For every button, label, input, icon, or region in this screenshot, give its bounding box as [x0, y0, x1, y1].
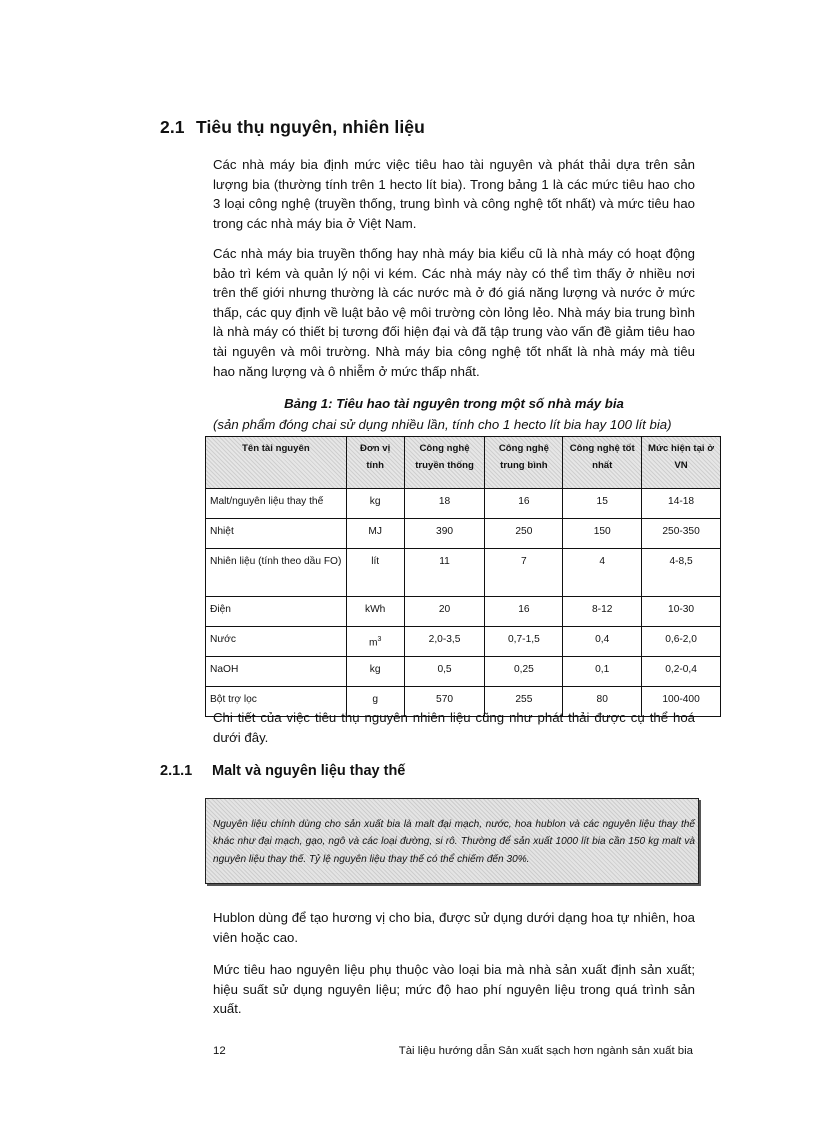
cell-best: 15: [563, 489, 642, 519]
cell-vietnam: 0,2-0,4: [642, 657, 721, 687]
table-caption: Bảng 1: Tiêu hao tài nguyên trong một số nhà máy bia: [284, 396, 624, 411]
subsection-title: Malt và nguyên liệu thay thế: [212, 763, 406, 779]
header-best-tech: Công nghệ tốt nhất: [563, 437, 642, 489]
table-row: [206, 549, 721, 597]
header-vietnam-level: Mức hiện tại ở VN: [642, 437, 721, 489]
cell-vietnam: 4-8,5: [642, 549, 721, 597]
subsection-number: 2.1.1: [160, 763, 193, 779]
hublon-paragraph: Hublon dùng để tạo hương vị cho bia, được sử dụng dưới dạng hoa tự nhiên, hoa viên hoặc cao.: [213, 910, 695, 945]
section-heading: [160, 117, 425, 138]
cell-best: 80: [563, 687, 642, 717]
footer-document-title: Tài liệu hướng dẫn Sản xuất sạch hơn ngành sản xuất bia: [398, 1045, 693, 1057]
highlight-box-text: Nguyên liệu chính dùng cho sản xuất bia là malt đại mạch, nước, hoa hublon và các nguyên liệu thay thế khác như đại mạch, gạo, ngô và các loại đường, si rô. Thường để sản xuất 1000 lít bia cần 150 kg malt và nguyên liệu thay thế. Tỷ lệ nguyên liệu thay thế có thể chiếm đến 30%.: [213, 819, 695, 865]
cell-resource: Nhiên liệu (tính theo dầu FO): [206, 549, 347, 597]
cell-average: 0,25: [485, 657, 563, 687]
cell-resource: Malt/nguyên liệu thay thế: [206, 489, 347, 519]
cell-unit: g: [346, 687, 404, 717]
cell-vietnam: 10-30: [642, 597, 721, 627]
cell-average: 255: [485, 687, 563, 717]
cell-average: 7: [485, 549, 563, 597]
table-row: [206, 627, 721, 657]
cell-resource: Nước: [206, 627, 347, 657]
cell-average: 16: [485, 597, 563, 627]
cell-traditional: 390: [404, 519, 485, 549]
cell-unit: kg: [346, 657, 404, 687]
cell-best: 0,1: [563, 657, 642, 687]
cell-best: 8-12: [563, 597, 642, 627]
intro-paragraph: Các nhà máy bia định mức việc tiêu hao tài nguyên và phát thải dựa trên sản lượng bia (thường tính trên 1 hecto lít bia). Trong bảng 1 là các mức tiêu hao cho 3 loại công nghệ (truyền thống, trung bình và công nghệ tốt nhất) và mức tiêu hao trong các nhà máy bia ở Việt Nam.: [213, 157, 695, 231]
cell-average: 250: [485, 519, 563, 549]
cell-vietnam: 100-400: [642, 687, 721, 717]
highlight-box: [205, 798, 699, 884]
cell-resource: NaOH: [206, 657, 347, 687]
section-number: 2.1: [160, 117, 185, 137]
unit-superscript: 3: [377, 636, 382, 643]
consumption-factors-paragraph: Mức tiêu hao nguyên liệu phụ thuộc vào loại bia mà nhà sản xuất định sản xuất; hiệu suất sử dụng nguyên liệu; mức độ hao phí nguyên liệu trong quá trình sản xuất.: [213, 962, 695, 1017]
brewery-types-paragraph: Các nhà máy bia truyền thống hay nhà máy bia kiểu cũ là nhà máy có hoạt động bảo trì kém và quản lý nội vi kém. Các nhà máy này có thể tìm thấy ở nhiều nơi trên thế giới nhưng thường là các nước mà ở đó giá năng lượng và nước ở mức thấp, các quy định về luật bảo vệ môi trường còn lỏng lẻo. Nhà máy bia trung bình là nhà máy có thiết bị tương đối hiện đại và đã tập trung vào vấn đề giảm tiêu hao tài nguyên và môi trường. Nhà máy bia công nghệ tốt nhất là nhà máy mà tiêu hao năng lượng và ô nhiễm ở mức thấp nhất.: [213, 246, 695, 379]
table-row: [206, 519, 721, 549]
header-traditional-tech: Công nghệ truyền thống: [404, 437, 485, 489]
cell-traditional: 18: [404, 489, 485, 519]
cell-unit: kg: [346, 489, 404, 519]
cell-traditional: 20: [404, 597, 485, 627]
cell-traditional: 11: [404, 549, 485, 597]
unit-text: m: [368, 637, 378, 649]
cell-average: 0,7-1,5: [485, 627, 563, 657]
header-average-tech: Công nghệ trung bình: [485, 437, 563, 489]
table-row: [206, 657, 721, 687]
header-resource-name: Tên tài nguyên: [206, 437, 347, 489]
cell-unit: lít: [346, 549, 404, 597]
cell-vietnam: 250-350: [642, 519, 721, 549]
cell-unit: [346, 627, 404, 657]
page-number: 12: [213, 1045, 226, 1057]
cell-traditional: 570: [404, 687, 485, 717]
cell-resource: Điện: [206, 597, 347, 627]
cell-unit: kWh: [346, 597, 404, 627]
resource-consumption-table: [205, 436, 721, 717]
cell-vietnam: 0,6-2,0: [642, 627, 721, 657]
cell-best: 0,4: [563, 627, 642, 657]
cell-traditional: 0,5: [404, 657, 485, 687]
cell-average: 16: [485, 489, 563, 519]
table-header-row: [206, 437, 721, 489]
cell-traditional: 2,0-3,5: [404, 627, 485, 657]
cell-vietnam: 14-18: [642, 489, 721, 519]
cell-best: 150: [563, 519, 642, 549]
after-table-paragraph: Chi tiết của việc tiêu thụ nguyên nhiên liệu cũng như phát thải được cụ thể hoá dưới đây.: [213, 710, 695, 745]
cell-resource: Bột trợ lọc: [206, 687, 347, 717]
cell-resource: Nhiệt: [206, 519, 347, 549]
header-unit: Đơn vị tính: [346, 437, 404, 489]
table-row: [206, 489, 721, 519]
section-title: Tiêu thụ nguyên, nhiên liệu: [196, 117, 425, 137]
table-row: [206, 597, 721, 627]
cell-unit: MJ: [346, 519, 404, 549]
table-subcaption: (sản phẩm đóng chai sử dụng nhiều lần, tính cho 1 hecto lít bia hay 100 lít bia): [213, 417, 672, 432]
subsection-heading: [160, 763, 405, 779]
cell-best: 4: [563, 549, 642, 597]
